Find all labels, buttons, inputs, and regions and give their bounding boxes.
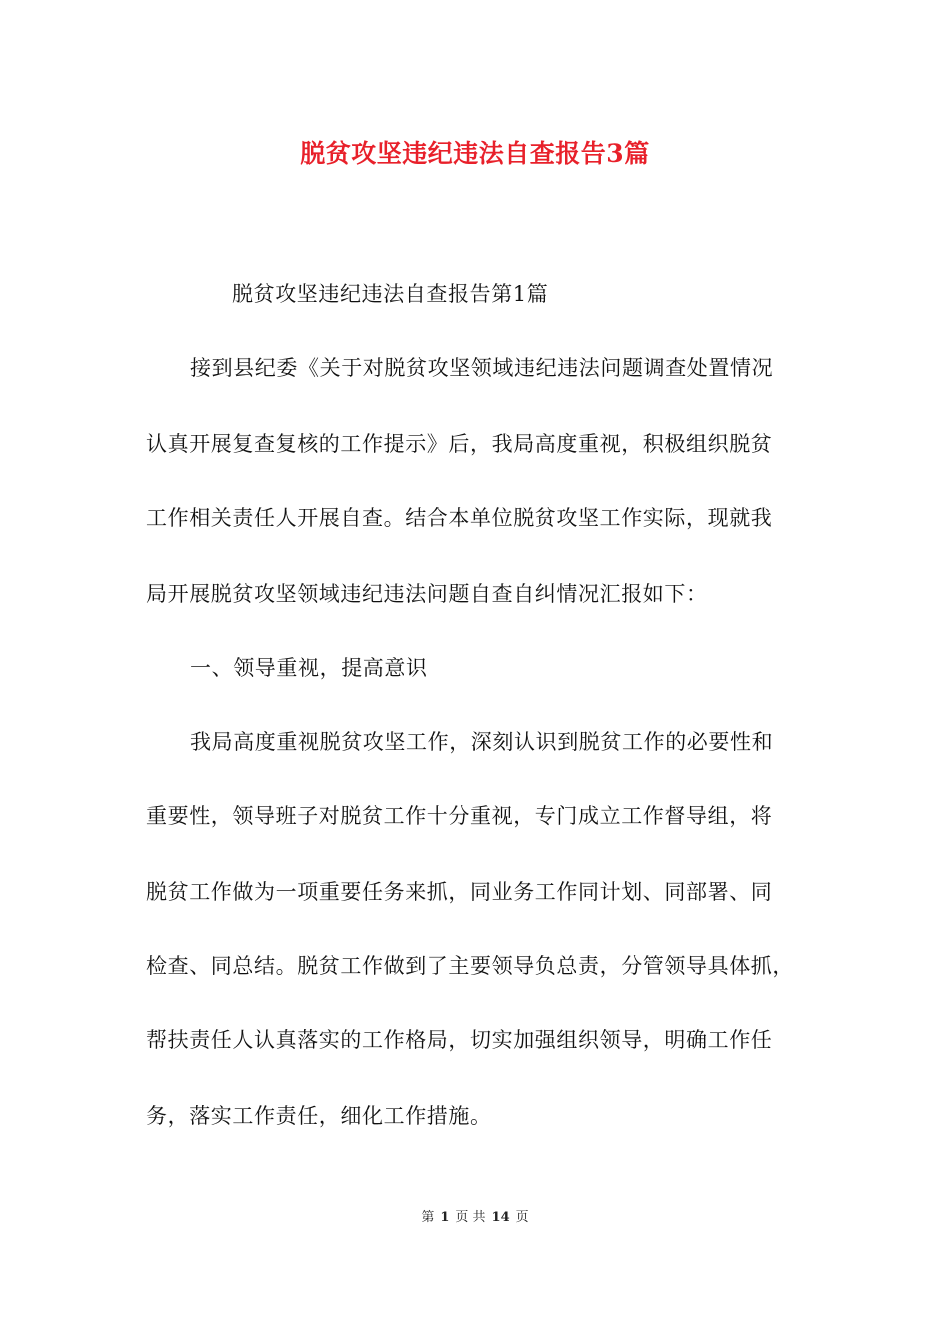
- footer-total-pages: 14: [491, 1210, 510, 1225]
- section-subtitle: 脱贫攻坚违纪违法自查报告第1篇: [232, 282, 549, 306]
- paragraph-line: 务，落实工作责任，细化工作措施。: [146, 1104, 492, 1128]
- footer-prefix: 第: [421, 1210, 435, 1225]
- paragraph-line: 接到县纪委《关于对脱贫攻坚领域违纪违法问题调查处置情况: [190, 356, 774, 380]
- paragraph-line: 检查、同总结。脱贫工作做到了主要领导负总责，分管领导具体抓，: [146, 954, 794, 978]
- footer-suffix: 页: [515, 1210, 529, 1225]
- paragraph-line: 重要性，领导班子对脱贫工作十分重视，专门成立工作督导组，将: [146, 804, 773, 828]
- footer-current-page: 1: [440, 1210, 450, 1225]
- document-title: 脱贫攻坚违纪违法自查报告3篇: [300, 139, 650, 168]
- paragraph-line: 局开展脱贫攻坚领域违纪违法问题自查自纠情况汇报如下：: [146, 582, 708, 606]
- paragraph-line: 帮扶责任人认真落实的工作格局，切实加强组织领导，明确工作任: [146, 1028, 773, 1052]
- paragraph-line: 工作相关责任人开展自查。结合本单位脱贫攻坚工作实际，现就我: [146, 506, 773, 530]
- page-footer: [0, 1208, 950, 1228]
- paragraph-line: 认真开展复查复核的工作提示》后，我局高度重视，积极组织脱贫: [146, 432, 773, 456]
- paragraph-line: 我局高度重视脱贫攻坚工作，深刻认识到脱贫工作的必要性和: [190, 730, 774, 754]
- footer-middle: 页 共: [455, 1210, 486, 1225]
- section-heading: 一、领导重视，提高意识: [190, 656, 428, 680]
- paragraph-line: 脱贫工作做为一项重要任务来抓，同业务工作同计划、同部署、同: [146, 880, 773, 904]
